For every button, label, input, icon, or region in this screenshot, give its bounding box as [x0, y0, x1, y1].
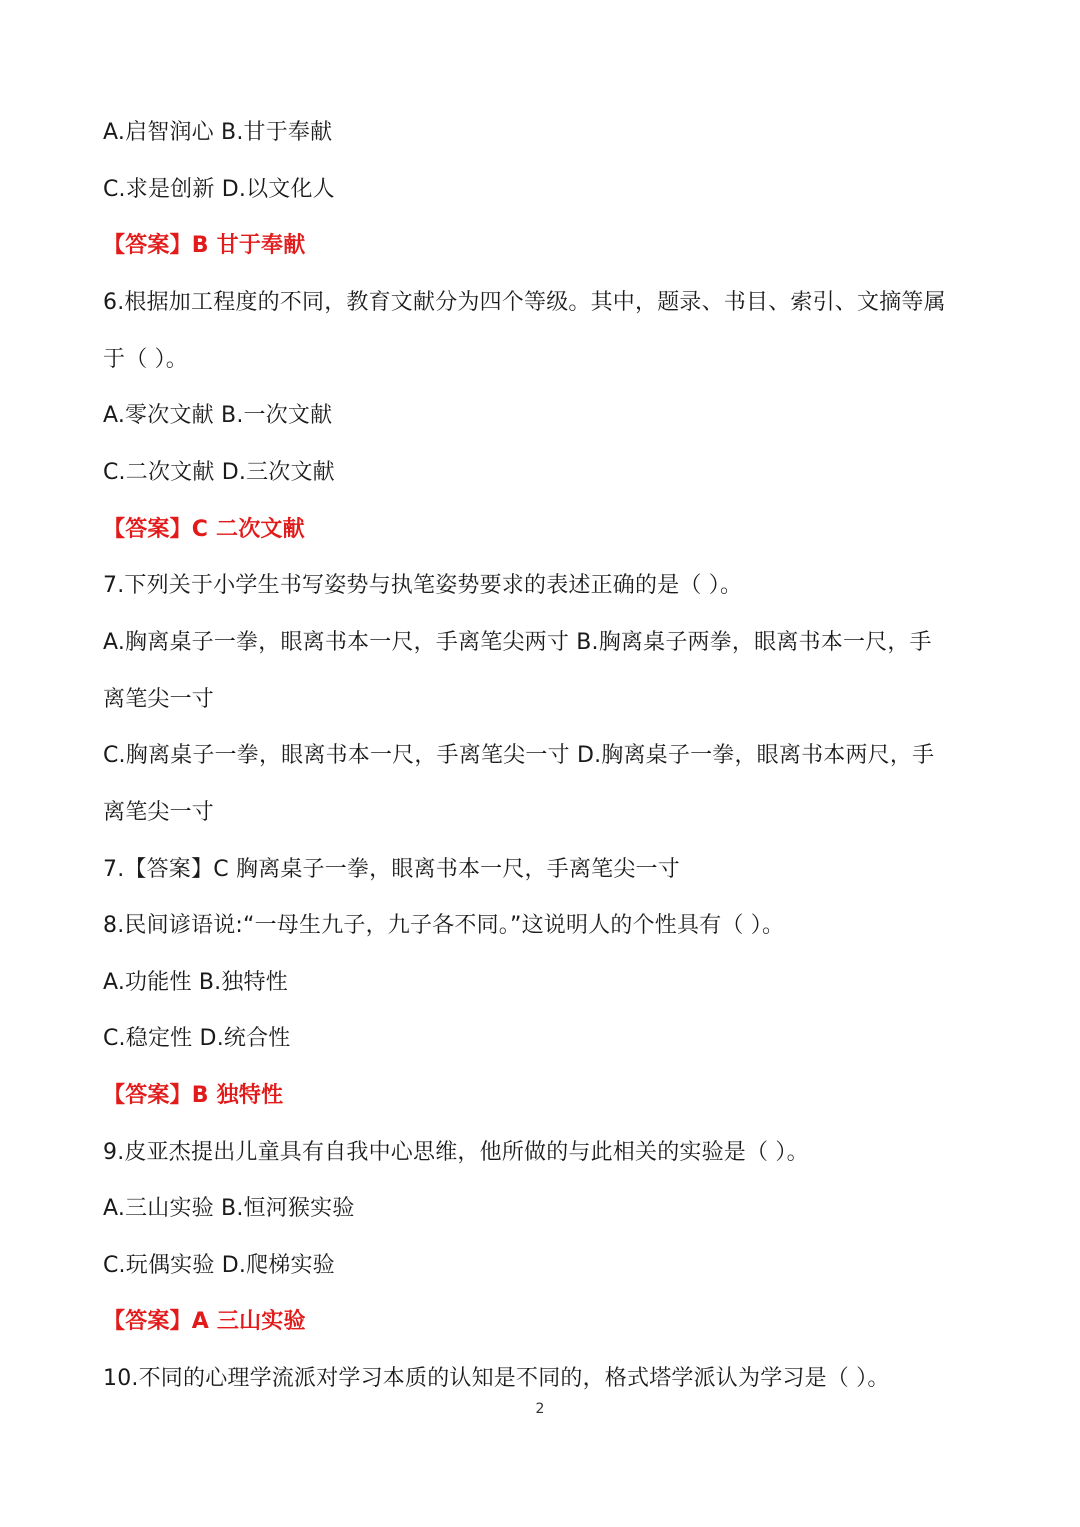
q9-options-cd: C.玩偶实验 D.爬梯实验: [103, 1253, 335, 1278]
q6-question-line1: 6.根据加工程度的不同，教育文献分为四个等级。其中，题录、书目、索引、文摘等属: [103, 290, 946, 315]
q7-options-ab-line2: 离笔尖一寸: [103, 687, 215, 712]
q6-answer: 【答案】C 二次文献: [103, 517, 305, 542]
q7-options-cd-line2: 离笔尖一寸: [103, 800, 215, 825]
q9-options-ab: A.三山实验 B.恒河猴实验: [103, 1196, 355, 1221]
q10-question: 10.不同的心理学流派对学习本质的认知是不同的，格式塔学派认为学习是（ ）。: [103, 1366, 890, 1391]
q7-answer: 7.【答案】C 胸离桌子一拳，眼离书本一尺，手离笔尖一寸: [103, 857, 680, 882]
q9-question: 9.皮亚杰提出儿童具有自我中心思维，他所做的与此相关的实验是（ ）。: [103, 1140, 809, 1165]
q8-answer: 【答案】B 独特性: [103, 1083, 284, 1108]
q7-options-ab-line1: A.胸离桌子一拳，眼离书本一尺，手离笔尖两寸 B.胸离桌子两拳，眼离书本一尺，手: [103, 630, 932, 655]
q8-options-cd: C.稳定性 D.统合性: [103, 1026, 291, 1051]
q9-answer: 【答案】A 三山实验: [103, 1309, 306, 1334]
q8-options-ab: A.功能性 B.独特性: [103, 970, 288, 995]
q7-options-cd-line1: C.胸离桌子一拳，眼离书本一尺，手离笔尖一寸 D.胸离桌子一拳，眼离书本两尺，手: [103, 743, 935, 768]
q6-options-ab: A.零次文献 B.一次文献: [103, 403, 333, 428]
q6-question-line2: 于（ ）。: [103, 347, 188, 372]
q5-options-cd: C.求是创新 D.以文化人: [103, 177, 335, 202]
q5-answer: 【答案】B 甘于奉献: [103, 233, 306, 258]
q5-options-ab: A.启智润心 B.甘于奉献: [103, 120, 333, 145]
q7-question: 7.下列关于小学生书写姿势与执笔姿势要求的表述正确的是（ ）。: [103, 573, 743, 598]
page-number: 2: [535, 1401, 545, 1417]
q8-question: 8.民间谚语说:“一母生九子，九子各不同。”这说明人的个性具有（ ）。: [103, 913, 785, 938]
q6-options-cd: C.二次文献 D.三次文献: [103, 460, 335, 485]
